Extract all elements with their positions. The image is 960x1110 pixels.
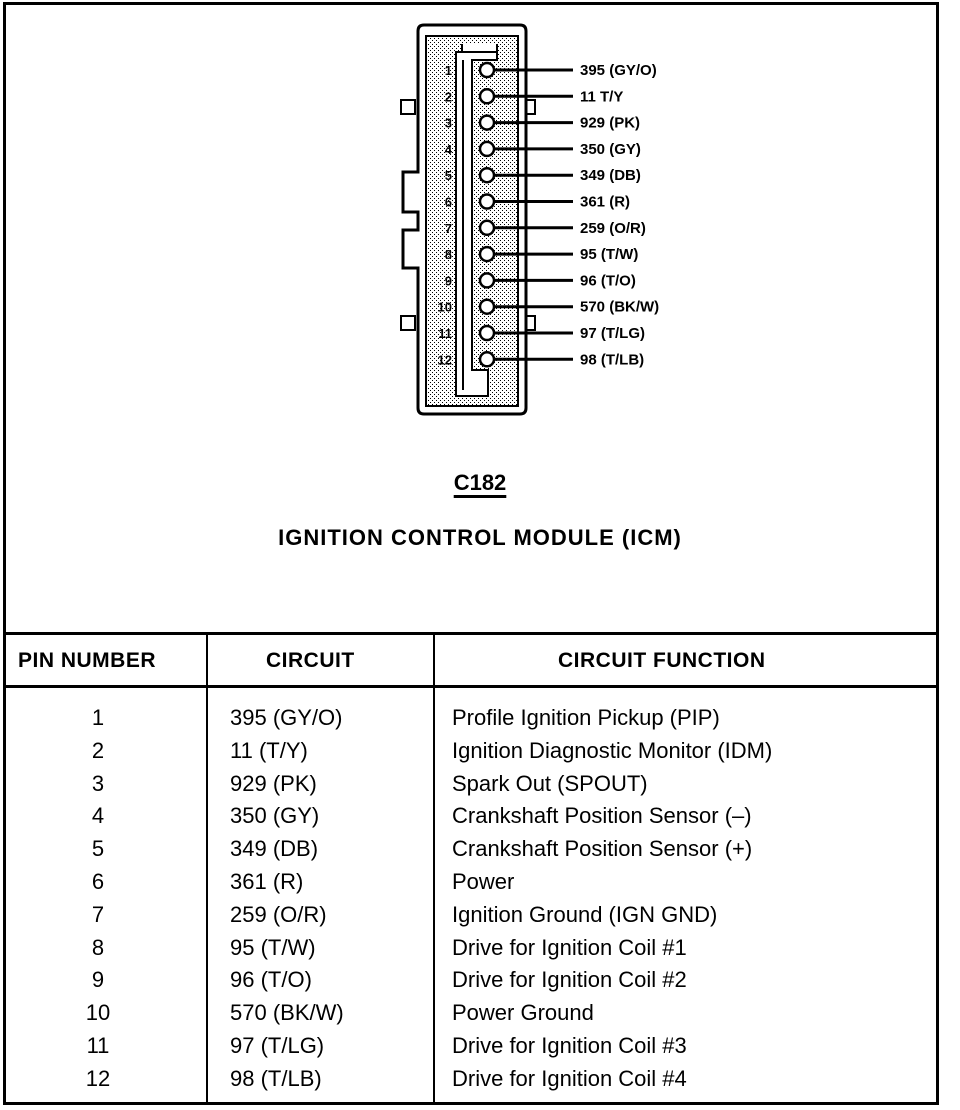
row-circuit: 361 (R): [230, 869, 304, 894]
row-circuit-function: Ignition Ground (IGN GND): [452, 901, 718, 927]
pin-terminal: [480, 352, 494, 366]
pin-terminal: [480, 116, 494, 130]
pin-terminal: [480, 300, 494, 314]
row-pin-number: 1: [91, 705, 105, 730]
row-pin-number: 12: [85, 1065, 111, 1091]
pin-number-label: 4: [444, 141, 452, 157]
wire-label: 96 (T/O): [580, 272, 636, 290]
connector-id-text: C182: [453, 470, 507, 495]
pin-terminal: [480, 247, 494, 261]
row-circuit-function: Crankshaft Position Sensor (+): [452, 836, 753, 862]
row-circuit: 98 (T/LB): [230, 1065, 322, 1091]
pin-terminal: [480, 63, 494, 77]
header-circuit: CIRCUIT: [266, 649, 355, 672]
pin-number-label: 8: [444, 247, 452, 263]
header-circuit-function: CIRCUIT FUNCTION: [558, 649, 766, 672]
row-circuit-function: Profile Ignition Pickup (PIP): [452, 705, 720, 730]
row-circuit: 929 (PK): [230, 770, 317, 796]
wire-label: 98 (T/LB): [580, 351, 645, 369]
row-circuit: 96 (T/O): [230, 967, 312, 993]
row-circuit-function: Spark Out (SPOUT): [452, 770, 648, 796]
wire-label: 570 (BK/W): [580, 298, 660, 316]
pin-table: [0, 635, 960, 1105]
row-circuit: 11 (T/Y): [230, 737, 308, 763]
row-circuit: 395 (GY/O): [230, 705, 343, 730]
row-pin-number: 6: [91, 869, 105, 894]
column-divider: [433, 635, 435, 1105]
row-pin-number: 5: [91, 836, 105, 862]
row-circuit: 350 (GY): [230, 803, 320, 829]
wire-label: 259 (O/R): [580, 219, 646, 237]
row-circuit-function: Drive for Ignition Coil #1: [452, 934, 687, 960]
header-divider: [3, 685, 939, 688]
row-circuit: 97 (T/LG): [230, 1033, 325, 1058]
pin-terminal: [480, 326, 494, 340]
wire-label: 97 (T/LG): [580, 325, 646, 342]
pin-terminal: [480, 168, 494, 182]
row-pin-number: 4: [91, 803, 105, 829]
row-pin-number: 9: [91, 967, 105, 993]
connector-id-label: [0, 470, 960, 496]
pin-number-label: 1: [444, 63, 452, 78]
row-circuit-function: Power Ground: [452, 1000, 594, 1026]
pin-number-label: 7: [444, 220, 452, 236]
row-circuit-function: Crankshaft Position Sensor (–): [452, 803, 752, 829]
row-pin-number: 3: [91, 770, 105, 796]
pin-number-label: 3: [444, 115, 452, 131]
row-circuit: 95 (T/W): [230, 934, 316, 960]
pin-terminal: [480, 195, 494, 209]
pin-terminal: [480, 273, 494, 287]
pin-number-label: 2: [444, 89, 452, 105]
connector-body: [401, 25, 535, 414]
row-circuit: 570 (BK/W): [230, 1000, 344, 1026]
pin-terminal: [480, 221, 494, 235]
row-circuit-function: Power: [452, 869, 515, 894]
row-pin-number: 7: [91, 901, 105, 927]
pin-terminal: [480, 89, 494, 103]
component-name: IGNITION CONTROL MODULE (ICM): [278, 525, 682, 550]
pin-number-label: 10: [437, 299, 452, 315]
wire-label: 929 (PK): [580, 114, 641, 132]
pin-number-label: 5: [444, 168, 452, 184]
pin-number-label: 11: [438, 326, 452, 341]
wire-label: 11 T/Y: [580, 88, 624, 106]
row-circuit: 349 (DB): [230, 836, 319, 862]
wire-label: 349 (DB): [580, 167, 641, 185]
pin-number-label: 12: [437, 352, 452, 368]
row-pin-number: 10: [85, 1000, 111, 1026]
row-circuit-function: Ignition Diagnostic Monitor (IDM): [452, 737, 773, 763]
row-circuit: 259 (O/R): [230, 901, 327, 927]
row-circuit-function: Drive for Ignition Coil #4: [452, 1065, 687, 1091]
pin-terminal: [480, 142, 494, 156]
row-pin-number: 2: [91, 737, 105, 763]
header-pin-number: PIN NUMBER: [18, 649, 157, 672]
wire-label: 395 (GY/O): [580, 62, 657, 79]
pin-number-label: 6: [444, 194, 452, 210]
wire-label: 361 (R): [580, 193, 631, 211]
row-circuit-function: Drive for Ignition Coil #3: [452, 1033, 687, 1058]
wire-label: 95 (T/W): [580, 246, 639, 264]
row-circuit-function: Drive for Ignition Coil #2: [452, 967, 687, 993]
row-pin-number: 11: [86, 1033, 110, 1058]
pin-number-label: 9: [444, 273, 452, 289]
wire-label: 350 (GY): [580, 140, 641, 158]
column-divider: [206, 635, 208, 1105]
row-pin-number: 8: [91, 934, 105, 960]
